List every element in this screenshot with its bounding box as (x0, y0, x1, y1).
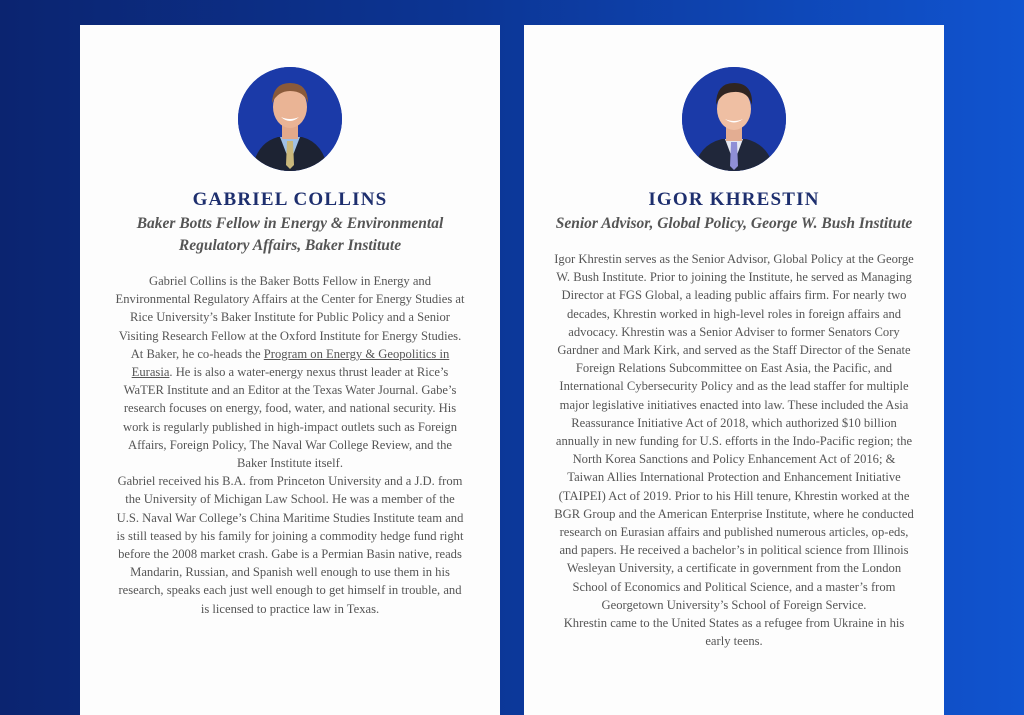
person-role: Baker Botts Fellow in Energy & Environmental Regulatory Affairs, Baker Institute (136, 215, 444, 254)
bio-paragraph: Igor Khrestin serves as the Senior Advisor, Global Policy at the George W. Bush Institute. Prior to joining the Institute, he served as Managing Director at FGS Global, a leading public affairs firm. For nearly two decades, Khrestin worked in high-level roles in foreign affairs and advocacy. Khrestin was a Senior Adviser to former Senators Cory Gardner and Mark Kirk, and served as the Staff Director of the Senate Foreign Relations Subcommittee on East Asia, the Pacific, and International Cybersecurity Policy and as the lead staffer for multiple major legislative initiatives enacted into law. These included the Asia Reassurance Initiative Act of 2018, which authorized $10 billion annually in new funding for U.S. efforts in the Indo-Pacific region; the North Korea Sanctions and Policy Enhancement Act of 2016; & Taiwan Allies International Protection and Enhancement Initiative (TAIPEI) Act of 2019. Prior to his Hill tenure, Khrestin worked at the BGR Group and the American Enterprise Institute, where he conducted research on Eurasian affairs and published numerous articles, op-eds, and papers. He received a bachelor’s in political science from Illinois Wesleyan University, a certificate in government from the London School of Economics and Political Science, and a master’s from Georgetown University’s School of Foreign Service. (554, 252, 914, 612)
profile-card-igor-khrestin (524, 25, 944, 715)
bio-text: Gabriel Collins is the Baker Botts Fellow in Energy and Environmental Regulatory Affairs at the Center for Energy Studies at Rice University’s Baker Institute for Public Policy and a Senior Visiting Research Fellow at the Oxford Institute for Energy Studies. At Baker, he co-heads the (115, 274, 465, 361)
avatar-gabriel-collins (238, 67, 342, 171)
bio-text: . He is also a water-energy nexus thrust leader at Rice’s WaTER Institute and an Editor at the Texas Water Journal. Gabe’s research focuses on energy, food, water, and national security. His work is regularly published in high-impact outlets such as Foreign Affairs, Foreign Policy, The Naval War College Review, and the Baker Institute itself. (122, 365, 458, 471)
program-link[interactable]: Program on Energy & Geopolitics in Eurasia (131, 346, 450, 380)
bio-paragraph (114, 272, 466, 472)
bio-paragraph: Khrestin came to the United States as a refugee from Ukraine in his early teens. (563, 616, 905, 649)
bio-paragraph: Gabriel received his B.A. from Princeton University and a J.D. from the University of Michigan Law School. He was a member of the U.S. Naval War College’s China Maritime Studies Institute team and is still teased by his family for joining a commodity hedge fund right before the 2008 market crash. Gabe is a Permian Basin native, reads Mandarin, Russian, and Spanish well enough to use them in his research, speaks each just well enough to get himself in trouble, and is licensed to practice law in Texas. (116, 474, 464, 616)
person-role: Senior Advisor, Global Policy, George W. Bush Institute (555, 215, 913, 232)
person-name: IGOR KHRESTIN (648, 189, 820, 210)
person-bio (114, 272, 466, 618)
avatar-igor-khrestin (682, 67, 786, 171)
person-name: GABRIEL COLLINS (192, 189, 388, 210)
person-bio (554, 250, 914, 650)
profile-card-gabriel-collins (80, 25, 500, 715)
